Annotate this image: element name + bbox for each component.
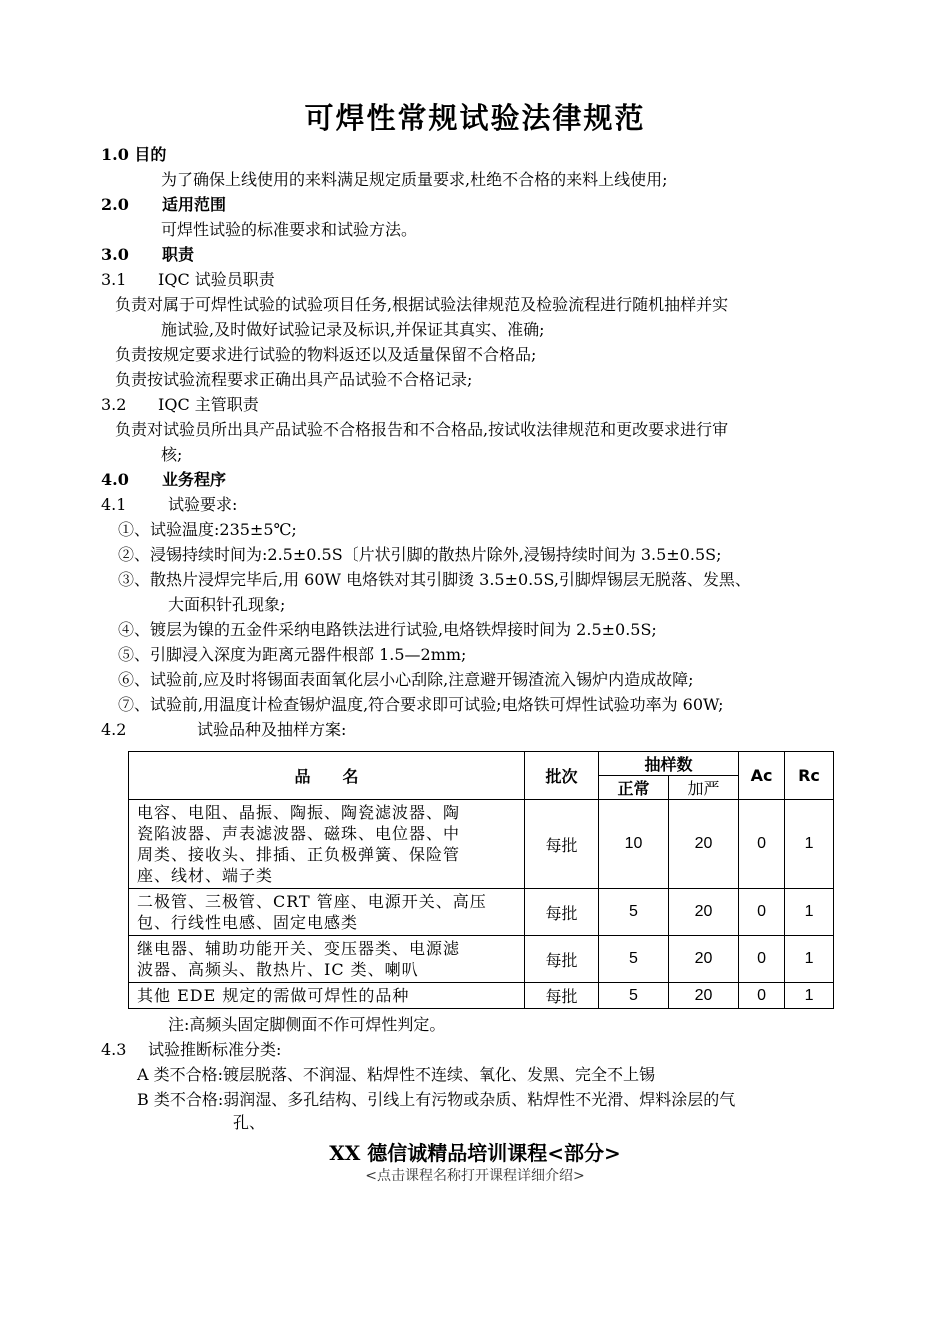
- section-3-1-line-3: 负责按规定要求进行试验的物料返还以及适量保留不合格品;: [115, 345, 537, 364]
- class-b-criteria: B 类不合格:弱润湿、多孔结构、引线上有污物或杂质、粘焊性不光滑、焊料涂层的气: [137, 1090, 736, 1109]
- product-name-cell: [129, 983, 525, 1009]
- class-a-criteria: A 类不合格:镀层脱落、不润湿、粘焊性不连续、氧化、发黑、完全不上锡: [137, 1065, 656, 1084]
- rc-cell: 1: [785, 983, 834, 1009]
- product-name-cell: [129, 889, 525, 936]
- header-ac: Ac: [739, 752, 785, 800]
- course-detail-link[interactable]: <点击课程名称打开课程详细介绍>: [365, 1168, 585, 1184]
- section-3-number: 3.0: [101, 245, 129, 264]
- section-1-text: 为了确保上线使用的来料满足规定质量要求,杜绝不合格的来料上线使用;: [161, 170, 668, 189]
- header-strict: 加严: [669, 776, 739, 800]
- requirement-1: ①、试验温度:235±5℃;: [118, 520, 297, 539]
- rc-cell: 1: [785, 936, 834, 983]
- batch-cell: 每批: [525, 800, 599, 889]
- section-3-1-line-4: 负责按试验流程要求正确出具产品试验不合格记录;: [115, 370, 473, 389]
- section-1-heading: 1.0 目的: [101, 145, 167, 164]
- product-name-line: 包、行线性电感、固定电感类: [137, 913, 359, 932]
- product-name-line: 瓷陷波器、声表滤波器、磁珠、电位器、中: [137, 824, 461, 843]
- table-note: 注:高频头固定脚侧面不作可焊性判定。: [168, 1015, 446, 1034]
- product-name-line: 座、线材、端子类: [137, 866, 274, 885]
- course-title-link[interactable]: XX 德信诚精品培训课程<部分>: [329, 1141, 621, 1165]
- section-4-3-heading: 试验推断标准分类:: [148, 1040, 282, 1059]
- product-name-cell: [129, 936, 525, 983]
- section-4-3-number: 4.3: [101, 1040, 127, 1059]
- ac-cell: 0: [739, 889, 785, 936]
- normal-cell: 10: [599, 800, 669, 889]
- product-name-cell: [129, 800, 525, 889]
- sampling-table: [128, 751, 834, 1009]
- strict-cell: 20: [669, 889, 739, 936]
- page-title: 可焊性常规试验法律规范: [304, 101, 646, 135]
- requirement-3: ③、散热片浸焊完毕后,用 60W 电烙铁对其引脚烫 3.5±0.5S,引脚焊锡层无脱落、发黑、: [118, 570, 751, 589]
- normal-cell: 5: [599, 936, 669, 983]
- header-rc: Rc: [785, 752, 834, 800]
- normal-cell: 5: [599, 889, 669, 936]
- header-normal: 正常: [599, 776, 669, 800]
- batch-cell: 每批: [525, 983, 599, 1009]
- requirement-3-cont: 大面积针孔现象;: [168, 595, 286, 614]
- requirement-2: ②、浸锡持续时间为:2.5±0.5S〔片状引脚的散热片除外,浸锡持续时间为 3.5±0.5S;: [118, 545, 722, 564]
- product-name-line: 波器、高频头、散热片、IC 类、喇叭: [137, 960, 419, 979]
- section-2-heading: 适用范围: [162, 195, 227, 214]
- requirement-5: ⑤、引脚浸入深度为距离元器件根部 1.5—2mm;: [118, 645, 467, 664]
- section-3-1-heading: IQC 试验员职责: [158, 270, 275, 289]
- rc-cell: 1: [785, 800, 834, 889]
- section-4-heading: 业务程序: [162, 470, 227, 489]
- class-b-criteria-cont: 孔、: [233, 1113, 266, 1132]
- section-3-2-number: 3.2: [101, 395, 127, 414]
- product-name-line: 继电器、辅助功能开关、变压器类、电源滤: [137, 939, 461, 958]
- requirement-6: ⑥、试验前,应及时将锡面表面氧化层小心刮除,注意避开锡渣流入锡炉内造成故障;: [118, 670, 694, 689]
- section-4-number: 4.0: [101, 470, 129, 489]
- section-3-1-line-1: 负责对属于可焊性试验的试验项目任务,根据试验法律规范及检验流程进行随机抽样并实: [115, 295, 729, 314]
- table-row: [129, 983, 834, 1009]
- section-3-2-heading: IQC 主管职责: [158, 395, 259, 414]
- section-4-1-number: 4.1: [101, 495, 127, 514]
- product-name-line: 二极管、三极管、CRT 管座、电源开关、高压: [137, 892, 487, 911]
- product-name-line: 周类、接收头、排插、正负极弹簧、保险管: [137, 845, 461, 864]
- header-product-name: 品 名: [129, 752, 525, 800]
- table-row: [129, 936, 834, 983]
- section-3-1-line-2: 施试验,及时做好试验记录及标识,并保证其真实、准确;: [161, 320, 545, 339]
- batch-cell: 每批: [525, 889, 599, 936]
- header-batch: 批次: [525, 752, 599, 800]
- ac-cell: 0: [739, 936, 785, 983]
- section-3-1-number: 3.1: [101, 270, 127, 289]
- strict-cell: 20: [669, 936, 739, 983]
- header-sampling: 抽样数: [599, 752, 739, 776]
- rc-cell: 1: [785, 889, 834, 936]
- product-name-line: 其他 EDE 规定的需做可焊性的品种: [137, 986, 410, 1005]
- section-2-text: 可焊性试验的标准要求和试验方法。: [161, 220, 418, 239]
- requirement-7: ⑦、试验前,用温度计检查锡炉温度,符合要求即可试验;电烙铁可焊性试验功率为 60W;: [118, 695, 724, 714]
- section-4-2-number: 4.2: [101, 720, 127, 739]
- section-2-number: 2.0: [101, 195, 129, 214]
- section-4-2-heading: 试验品种及抽样方案:: [197, 720, 347, 739]
- section-3-heading: 职责: [162, 245, 195, 264]
- table-row: [129, 889, 834, 936]
- ac-cell: 0: [739, 983, 785, 1009]
- strict-cell: 20: [669, 983, 739, 1009]
- section-3-2-line-2: 核;: [161, 445, 183, 464]
- normal-cell: 5: [599, 983, 669, 1009]
- table-row: [129, 800, 834, 889]
- section-3-2-line-1: 负责对试验员所出具产品试验不合格报告和不合格品,按试收法律规范和更改要求进行审: [115, 420, 729, 439]
- section-4-1-heading: 试验要求:: [168, 495, 238, 514]
- strict-cell: 20: [669, 800, 739, 889]
- requirement-4: ④、镀层为镍的五金件采纳电路铁法进行试验,电烙铁焊接时间为 2.5±0.5S;: [118, 620, 657, 639]
- ac-cell: 0: [739, 800, 785, 889]
- batch-cell: 每批: [525, 936, 599, 983]
- product-name-line: 电容、电阻、晶振、陶振、陶瓷滤波器、陶: [137, 803, 461, 822]
